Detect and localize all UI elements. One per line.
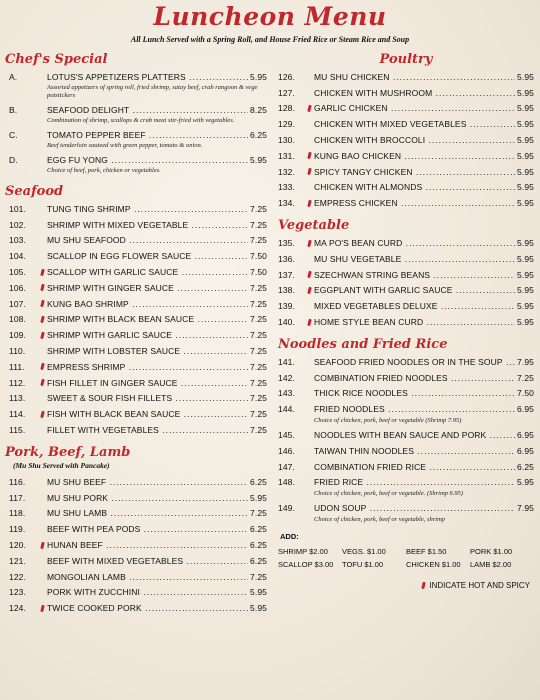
menu-item [5,152,267,167]
add-on-item: TOFU $1.00 [342,560,384,570]
item-number: 141. [278,356,295,367]
item-number: 148. [278,477,295,488]
item-price: 5.95 [517,198,534,209]
item-name: GARLIC CHICKEN ..... [314,103,515,113]
item-number: 110. [9,346,26,357]
item-name: HUNAN BEEF ..... [47,540,248,550]
item-name: EGGPLANT WITH GARLIC SAUCE ..... [314,285,515,295]
menu-item [278,283,534,299]
item-name: MA PO'S BEAN CURD ..... [314,238,515,248]
menu-item [278,251,534,267]
add-on-item: SHRIMP $2.00 [278,547,328,557]
item-price: 5.95 [517,71,534,82]
item-price: 5.95 [250,492,267,503]
item-price: 6.25 [517,461,534,472]
item-number: A. [9,71,18,82]
item-description: Choice of chicken, pork, beef or vegetable (Shrimp 7.95) [314,417,462,425]
item-number: 104. [9,251,26,262]
item-name: EMPRESS CHICKEN ..... [314,198,515,208]
item-name: FRIED NOODLES ..... [314,404,515,414]
item-number: D. [9,154,18,165]
chili-pepper-icon [307,200,312,208]
chefs-special-section [5,51,267,175]
seafood-list [5,201,267,438]
seafood-section [5,183,267,438]
item-number: 133. [278,182,295,193]
item-price: 5.95 [517,150,534,161]
chili-slot [304,240,314,247]
vegetable-section [278,217,534,330]
item-price: 7.25 [250,361,267,372]
chili-slot [304,287,314,294]
menu-item [5,569,267,585]
menu-item [5,327,267,343]
item-number: 116. [9,476,26,487]
item-name: MU SHU PORK ..... [47,493,248,503]
item-number: 122. [9,571,26,582]
chili-slot [37,411,47,418]
item-price: 7.25 [250,393,267,404]
item-name: SHRIMP WITH GARLIC SAUCE ..... [47,330,248,340]
item-price: 7.25 [250,314,267,325]
chili-slot [37,379,47,386]
item-price: 7.25 [250,377,267,388]
chili-slot [304,200,314,207]
item-price: 5.95 [250,154,267,165]
item-name: SCALLOP IN EGG FLOWER SAUCE ..... [47,251,248,261]
item-name: BEEF WITH PEA PODS ..... [47,524,248,534]
menu-item [5,600,267,616]
noodles-list [278,354,534,524]
menu-item [278,427,534,443]
item-price: 5.95 [517,87,534,98]
item-price: 6.95 [517,430,534,441]
item-number: 145. [278,430,295,441]
menu-item [5,474,267,490]
item-name: TUNG TING SHRIMP ..... [47,204,248,214]
item-price: 5.95 [517,269,534,280]
menu-item [5,391,267,407]
item-number: 114. [9,409,26,420]
menu-item [5,553,267,569]
menu-item [278,85,534,101]
chefs-special-list [5,69,267,175]
item-number: 123. [9,587,26,598]
item-price: 5.95 [517,477,534,488]
item-price: 5.95 [517,103,534,114]
item-number: 118. [9,508,26,519]
item-price: 5.95 [517,119,534,130]
chili-pepper-icon [307,168,312,176]
item-name: THICK RICE NOODLES ..... [314,388,515,398]
menu-item [278,116,534,132]
menu-item [278,69,534,85]
item-price: 5.95 [517,182,534,193]
chili-slot [37,284,47,291]
item-number: 115. [9,425,26,436]
section-note-mu-shu: (Mu Shu Served with Pancake) [13,460,110,470]
section-title-pork-beef-lamb: Pork, Beef, Lamb [5,444,131,460]
item-number: 130. [278,135,295,146]
item-price: 7.50 [250,251,267,262]
menu-item [5,312,267,328]
menu-item [278,354,534,370]
item-description: Choice of chicken, pork, beef or vegetable. (Shrimp 6.95) [314,490,464,498]
item-name: CHICKEN WITH ALMONDS ..... [314,182,515,192]
item-number: 120. [9,540,26,551]
item-name: PORK WITH ZUCCHINI ..... [47,587,248,597]
item-price: 7.25 [250,346,267,357]
menu-item [5,201,267,217]
menu-item [5,406,267,422]
item-description: Choice of chicken, pork, beef or vegetable, shrimp [314,516,446,524]
item-price: 7.25 [250,203,267,214]
item-name: SCALLOP WITH GARLIC SAUCE ..... [47,267,248,277]
add-on-item: LAMB $2.00 [470,560,512,570]
item-name: HOME STYLE BEAN CURD ..... [314,317,515,327]
menu-item [278,314,534,330]
left-column [5,51,267,616]
item-number: 138. [278,285,295,296]
chili-slot [37,300,47,307]
item-number: 139. [278,301,295,312]
add-ons-table [278,532,534,571]
item-name: SEAFOOD FRIED NOODLES OR IN THE SOUP ..... [314,357,515,367]
item-price: 6.25 [250,555,267,566]
menu-item [278,164,534,180]
menu-item [278,500,534,516]
item-price: 6.95 [517,404,534,415]
menu-item [278,386,534,402]
menu-item [278,148,534,164]
item-price: 5.95 [517,135,534,146]
item-number: 121. [9,555,26,566]
menu-item [5,217,267,233]
chili-pepper-icon [422,582,427,590]
chili-slot [37,363,47,370]
menu-title: Luncheon Menu [153,2,387,31]
item-number: 103. [9,235,26,246]
menu-item [5,537,267,553]
chili-slot [304,271,314,278]
chili-slot [37,605,47,612]
section-title-chefs-special: Chef's Special [5,52,108,67]
item-number: 107. [9,298,26,309]
menu-item [278,180,534,196]
item-number: C. [9,129,18,140]
item-number: 113. [9,393,26,404]
item-price: 5.95 [517,285,534,296]
item-number: 101. [9,203,26,214]
item-price: 7.25 [250,330,267,341]
item-name: SPICY TANGY CHICKEN ..... [314,167,515,177]
chili-slot [304,105,314,112]
item-name: MU SHU CHICKEN ..... [314,72,515,82]
item-number: 146. [278,445,295,456]
menu-item [5,375,267,391]
menu-item [278,459,534,475]
menu-item [5,521,267,537]
item-number: 129. [278,119,295,130]
chili-slot [304,319,314,326]
menu-item [278,443,534,459]
menu-item [278,370,534,386]
item-price: 6.25 [250,476,267,487]
item-name: UDON SOUP ..... [314,503,515,513]
chili-pepper-icon [307,287,312,295]
item-number: 109. [9,330,26,341]
chili-pepper-icon [40,379,45,387]
item-number: 134. [278,198,295,209]
section-title-poultry: Poultry [379,52,433,67]
item-name: SWEET & SOUR FISH FILLETS ..... [47,393,248,403]
item-number: 147. [278,461,295,472]
item-name: MU SHU LAMB ..... [47,508,248,518]
item-number: 127. [278,87,295,98]
item-name: KUNG BAO CHICKEN ..... [314,151,515,161]
item-price: 7.25 [250,219,267,230]
chili-pepper-icon [40,410,45,418]
item-name: MONGOLIAN LAMB ..... [47,572,248,582]
menu-item [278,235,534,251]
item-number: 149. [278,503,295,514]
item-price: 7.25 [250,235,267,246]
item-number: 144. [278,404,295,415]
item-price: 7.25 [250,425,267,436]
item-price: 5.95 [250,603,267,614]
item-price: 7.95 [517,356,534,367]
chili-slot [37,542,47,549]
chili-pepper-icon [307,239,312,247]
item-name: KUNG BAO SHRIMP ..... [47,299,248,309]
chili-pepper-icon [40,316,45,324]
menu-item [5,264,267,280]
menu-item [5,585,267,601]
chili-pepper-icon [40,541,45,549]
vegetable-list [278,235,534,330]
add-on-item: PORK $1.00 [470,547,513,557]
item-name: CHICKEN WITH BROCCOLI ..... [314,135,515,145]
menu-item [5,343,267,359]
section-title-noodles: Noodles and Fried Rice [278,336,448,352]
item-price: 5.95 [250,71,267,82]
chili-pepper-icon [40,363,45,371]
chili-pepper-icon [307,105,312,113]
item-price: 7.50 [250,267,267,278]
item-number: B. [9,104,18,115]
item-name: EMPRESS SHRIMP ..... [47,362,248,372]
menu-subtitle: All Lunch Served with a Spring Roll, and House Fried Rice or Steam Rice and Soup [130,35,410,44]
item-price: 7.25 [250,571,267,582]
item-number: 124. [9,603,26,614]
add-on-item: VEGS. $1.00 [342,547,386,557]
item-name: SHRIMP WITH LOBSTER SAUCE ..... [47,346,248,356]
menu-item [5,422,267,438]
item-name: TWICE COOKED PORK ..... [47,603,248,613]
item-name: EGG FU YONG ..... [47,155,248,165]
item-number: 126. [278,71,295,82]
menu-item [5,506,267,522]
item-number: 108. [9,314,26,325]
chili-slot [304,152,314,159]
section-title-vegetable: Vegetable [278,218,350,234]
item-price: 7.25 [250,298,267,309]
item-price: 5.95 [517,238,534,249]
item-description: Combination of shrimp, scallops & crab meat stir-fried with vegetables. [47,117,235,124]
item-description: Beef tenderloin sauteed with green pepper, tomato & onion. [47,142,203,149]
item-description: Assorted appetizers of spring roll, fried shrimp, satay beef, crab rangoon & vege potstickers [47,84,258,99]
item-name: MIXED VEGETABLES DELUXE ..... [314,301,515,311]
menu-item [278,195,534,211]
menu-item [5,248,267,264]
poultry-list [278,69,534,211]
chili-slot [37,269,47,276]
item-number: 111. [9,361,25,372]
item-name: SHRIMP WITH MIXED VEGETABLE ..... [47,220,248,230]
item-name: COMBINATION FRIED NOODLES ..... [314,373,515,383]
item-price: 8.25 [250,104,267,115]
chili-pepper-icon [40,332,45,340]
item-price: 5.95 [517,317,534,328]
item-number: 112. [9,377,26,388]
item-price: 6.25 [250,129,267,140]
menu-item [5,296,267,312]
menu-item [278,298,534,314]
item-number: 136. [278,253,295,264]
menu-item [5,280,267,296]
item-name: MU SHU SEAFOOD ..... [47,235,248,245]
poultry-section [278,51,534,211]
menu-item [278,267,534,283]
item-name: FILLET WITH VEGETABLES ..... [47,425,248,435]
section-title-seafood: Seafood [5,184,64,199]
chili-pepper-icon [307,318,312,326]
menu-item [5,490,267,506]
item-price: 7.25 [517,372,534,383]
chili-slot [37,332,47,339]
item-price: 5.95 [517,166,534,177]
chili-pepper-icon [40,300,45,308]
item-number: 102. [9,219,26,230]
item-price: 6.25 [250,540,267,551]
item-price: 5.95 [517,253,534,264]
item-price: 7.50 [517,388,534,399]
item-name: SHRIMP WITH GINGER SAUCE ..... [47,283,248,293]
add-on-item: CHICKEN $1.00 [406,560,461,570]
item-number: 143. [278,388,295,399]
item-name: FISH FILLET IN GINGER SAUCE ..... [47,378,248,388]
chili-slot [304,168,314,175]
pork-beef-lamb-section [5,444,267,616]
item-name: CHICKEN WITH MIXED VEGETABLES ..... [314,119,515,129]
noodles-section [278,336,534,524]
item-number: 135. [278,238,295,249]
item-description: Choice of beef, pork, chicken or vegetables. [47,167,161,174]
menu-item [278,101,534,117]
item-name: TAIWAN THIN NOODLES ..... [314,446,515,456]
item-name: MU SHU BEEF ..... [47,477,248,487]
add-on-item: SCALLOP $3.00 [278,560,334,570]
item-number: 140. [278,317,295,328]
item-name: BEEF WITH MIXED VEGETABLES ..... [47,556,248,566]
hot-spicy-legend [278,581,534,590]
menu-item [5,359,267,375]
add-ons-row-1 [278,545,534,558]
item-name: FISH WITH BLACK BEAN SAUCE ..... [47,409,248,419]
item-name: SHRIMP WITH BLACK BEAN SAUCE ..... [47,314,248,324]
chili-pepper-icon [40,284,45,292]
item-name: SZECHWAN STRING BEANS ..... [314,270,515,280]
legend-text: INDICATE HOT AND SPICY [429,581,530,591]
item-price: 7.95 [517,503,534,514]
menu-item [5,233,267,249]
pork-beef-lamb-list [5,474,267,616]
item-number: 119. [9,524,26,535]
item-number: 128. [278,103,295,114]
item-name: COMBINATION FRIED RICE ..... [314,462,515,472]
item-number: 105. [9,267,26,278]
item-price: 7.25 [250,409,267,420]
item-price: 6.25 [250,524,267,535]
menu-item [5,69,267,84]
item-name: SEAFOOD DELIGHT ..... [47,105,248,115]
menu-item [5,102,267,117]
chili-pepper-icon [40,268,45,276]
item-name: MU SHU VEGETABLE ..... [314,254,515,264]
item-price: 5.95 [517,301,534,312]
item-number: 106. [9,282,26,293]
add-ons-row-2 [278,558,534,571]
item-name: FRIED RICE ..... [314,477,515,487]
item-name: TOMATO PEPPER BEEF ..... [47,130,248,140]
menu-item [278,132,534,148]
menu-item [278,401,534,417]
menu-item [278,475,534,491]
item-price: 7.25 [250,508,267,519]
item-number: 137. [278,269,295,280]
chili-slot [37,316,47,323]
item-number: 132. [278,166,295,177]
item-price: 5.95 [250,587,267,598]
add-on-item: BEEF $1.50 [406,547,447,557]
item-number: 142. [278,372,295,383]
item-name: LOTUS'S APPETIZERS PLATTERS ..... [47,72,248,82]
item-name: NOODLES WITH BEAN SAUCE AND PORK ..... [314,430,515,440]
chili-pepper-icon [307,271,312,279]
item-price: 7.25 [250,282,267,293]
chili-pepper-icon [40,604,45,612]
menu-item [5,127,267,142]
item-name: CHICKEN WITH MUSHROOM ..... [314,88,515,98]
add-ons-label: ADD: [280,532,299,542]
item-price: 6.95 [517,445,534,456]
right-column [278,51,534,590]
chili-pepper-icon [307,152,312,160]
item-number: 117. [9,492,26,503]
item-number: 131. [278,150,295,161]
